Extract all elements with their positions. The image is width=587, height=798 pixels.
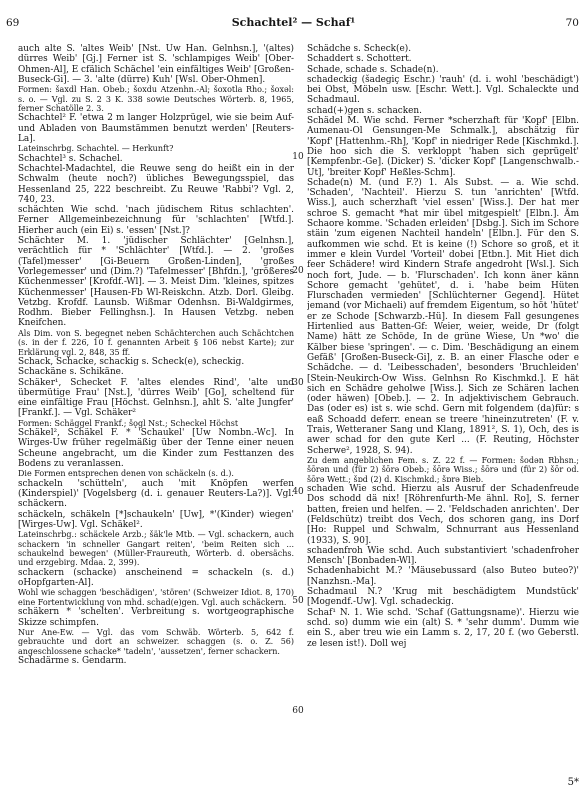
entry-schackeln: schackeln 'schütteln', auch 'mit Knöpfen werfen (Kinderspiel)' [Vogelsberg (d. i. genauer Reuters-La?)]. Vgl. schäckern.	[18, 478, 294, 510]
line-number: 50	[292, 596, 304, 606]
note-formen-schachtel1: Formen: šaxdl Han. Obeb.; šoxdu Atzenhn.-Al; šoxotla Rho.; šoxəl: s. o. — Vgl. zu S. 2 3 K. 338 sowie Deutsches Wörterb. 8, 1965, ferner Schatölle 2. 3.	[18, 85, 294, 113]
entry-schackaene: Schackäne s. Schikäne.	[18, 367, 124, 378]
entry-schaeckeln: schäckeln, schäkeln [*]schaukeln' [Uw], *'(Kinder) wiegen' [Wirges-Uw]. Vgl. Schäkel².	[18, 509, 294, 530]
entry-schadmaul: Schadmaul N.? 'Krug mit beschädigtem Mundstück' [Mogendf.-Uw]. Vgl. schadeckig.	[307, 587, 579, 608]
note-lateinschrbg-schaeckeln: Lateinschrbg.: schäckele Arzb.; šäk'le Mtb. — Vgl. schackern, auch schackern 'in schneller Gangart reiten', 'beim Reiten sich ... schaukelnd bewegen' (Müller-Fraureuth, Wörterb. d. obersächs. und erzgebirg. Mdaa. 2, 399).	[18, 530, 294, 568]
entry-schaden-verb: schaden Wie schd. Hierzu als Ausruf der Schadenfreude Dos schodd dä nix! [Röhrenfurth-Me ähnl. Ro], S. ferner batten, freien und helfen. — 2. 'Feldschaden anrichten'. Der (Feldschütz) treibt dos Vech, dos schoren gang, ins Dorf [Ho: Ruppel und Schwalm, Schnurrant aus Hessenland (1933), S. 90].	[307, 484, 579, 546]
note-formen-schaden: Zu dem angeblichen Fem. s. Z. 22 f. — Formen: šodən Rbhsn.; šōrən und (für 2) šōrə Obeb.; šōrə Wiss.; šōrə und (für 2) šōr od. šōrə Wett.; šɒd (2) d. Kischmkd.; šɒrə Bieb.	[307, 455, 579, 484]
line-number: 30	[292, 378, 304, 388]
left-column	[18, 44, 294, 792]
right-column	[307, 44, 579, 792]
entry-schackern: schackern (schacke) anscheinend = schackeln (s. d.) oHopfgarten-Al].	[18, 567, 294, 589]
entry-schaden-noun: Schade(n) M. (und F.?) 1. Als Subst. — a. Wie schd. 'Schaden', 'Nachteil'. Hierzu S. tun 'anrichten' [Wtfd. Wiss.], auch scherzhaft 'viel essen' [Wiss.]. Der hat mer schroe S. gemacht *hat mir übel mitgespielt' [Elbn.]. Äm Schaore komme. 'Schaden erleiden' [Dsbg.]. Sich im Schore stäin 'zum eigenen Nachteil handeln' [Elbn.]. Für den S. aufkommen wie schd. Et is keine (!) Schore so groß, et it immer e klein Vurdel 'Vorteil' dobei [Etbn.]. Mit Hiet dich feer Schädere! wird Kindern Strafe angedroht [Wsl.]. Sich noch fort, Jude. — b. 'Flurschaden'. Ich konn äner känn Schore gemacht 'gehütet', d. i. 'habe beim Hüten Flurschaden vermieden' [Schlüchterner Gegend]. Hütet jemand (vor Michaeli) auf fremdem Eigentum, so höt 'hütet' er ze Schode [Schwarzb.-Hü]. In diesem Fall gesungenes Hirtenlied aus Batten-Gf: Weier, weier, weide, Dr (folgt Name) hätt ze Schöde, In de grüne Wiese, Un *wo' die Kälber biese 'springen'. — c. Dim. 'Beschädigung an einem Gefäß' [Großen-Buseck-Gi], z. B. an einer Flasche oder e Schädche. — d. 'Leibesschaden', besonders 'Bruchleiden' [Stein-Neukirch-Ow Wiss. Gelnhsn Ro Kischmkd.]. E hät sich en Schädre geholwe [Wiss.]. Sich ze Schären lachen (oder häwen) [Obeb.]. — 2. In adjektivischem Gebrauch. Das (oder es) ist s. wie schd. Gern mit folgendem (da)für: s eaß Schoadd deferr. enean se treere 'hineinzutreten' (F. v. Trais, Wetteraner Sang und Klang, 1891², S. 1), Och, des is awer schad for den gute Kerl ... (F. Reuting, Höchster Scherwe², 1928, S. 94).	[307, 177, 579, 456]
note-schaggen: Wohl wie schaggen 'beschädigen', 'stören' (Schweizer Idiot. 8, 170) eine Fortentwicklung von mhd. schad(e)gen. Vgl. auch schäckern.	[18, 588, 294, 607]
note-ane-ew: Nur Ane-Ew. — Vgl. das vom Schwäb. Wörterb. 5, 642 f. gebrauchte und dort an schweizer. schaggen (s. o. Z. 56) angeschlossene schacke* 'tadeln', 'aussetzen', ferner schackern.	[18, 627, 294, 656]
page-number-right: 70	[565, 17, 579, 29]
entry-schaechter: Schächter M. 1. 'jüdischer Schlächter' [Gelnhsn.], verächtlich für * 'Schlächter' [Wtfd.]. — 2. 'großes (Tafel)messer' [Gi-Beuern Großen-Linden], 'großes Vorlegemesser' und (Dim.?) 'Tafelmesser' [Bhfdn.], 'größeres Küchenmesser' [Krofdf.-Wl]. — 3. Meist Dim. 'kleines, spitzes Küchenmesser' [Hausen-Fb Wl-Reiskchn. Atzb. Dorl. Gleibg. Vetzbg. Krofdf. Launsb. Wißmar Odenhsn. Bi-Waldgirmes, Rodhm. Bieber Fellinghsn.]. In Hausen Vetzbg. neben Kneifchen.	[18, 236, 294, 329]
note-lateinschrbg-schachtel: Lateinschrbg. Schachtel. — Herkunft?	[18, 144, 174, 154]
line-number: 60	[292, 706, 304, 716]
entry-schadenhabicht: Schadenhabicht M.? 'Mäusebussard (also Buteo buteo?)' [Nanzhsn.-Ma].	[307, 566, 579, 587]
entry-schachtel-madachtel: Schachtel-Madachtel, die Reuwe seng do heißt ein in der Schwalm (heute noch?) übliches Bewegungsspiel, das Hessenland 25, 222 beschreibt. Zu Reuwe 'Rabbi'? Vgl. 2, 740, 23.	[18, 164, 294, 205]
entry-schaedel: Schädel M. Wie schd. Ferner *scherzhaft für 'Kopf' [Elbn. Aumenau-Ol Gensungen-Me Schmalk.], abschätzig für 'Kopf' [Hattenhm.-Rh], 'Kopf' in niedriger Rede [Kischmkd.]. Die hoo sich die S. verkloppt 'haben sich geprügelt' [Kempfenbr.-Ge]. (Dicker) S. 'dicker Kopf' [Langenschwalb.-Ut], 'breiter Kopf' Heßles-Schm].	[307, 116, 579, 178]
entry-schack: Schack, Schacke, schackig s. Scheck(e), scheckig.	[18, 356, 245, 367]
entry-schaechten: schächten Wie schd. 'nach jüdischem Ritus schlachten'. Ferner Allgemeinbezeichnung für 'schlachten' [Wtfd.]. Hierher auch (ein Ei) s. 'essen' [Nst.]?	[18, 205, 294, 236]
entry-schadenfroh: schadenfroh Wie schd. Auch substantiviert 'schadenfroher Mensch' [Bonbaden-Wl].	[307, 545, 579, 567]
entry-schadgen: schad(+)gen s. schacken.	[307, 105, 422, 116]
entry-schaf1: Schaf¹ N. 1. Wie schd. 'Schaf (Gattungsname)'. Hierzu wie schd. so) dumm wie ein (alt) S. * 'sehr dumm'. Dumm wie ein S., aber treu wie ein Lamm s. 2, 17, 20 f. (wo Geberstl. ze lesen ist!). Doll wej	[307, 607, 579, 649]
entry-schadeckig: schadeckig (šadegiç Eschr.) 'rauh' (d. i. wohl 'beschädigt') bei Obst, Möbeln usw. [Eschr. Wett.]. Vgl. Schaleckte und Schadmaul.	[307, 74, 579, 106]
entry-schade: Schade, schade s. Schade(n).	[307, 64, 439, 75]
entry-schaekern: schäkern * 'schelten'. Verbreitung s. wortgeographische Skizze schimpfen.	[18, 607, 294, 628]
note-formen-schaeker1: Formen: Schäggel Frankf.; šǫgl Nst.; Scheckel Höchst	[18, 418, 239, 428]
entry-schachtel2: Schachtel² F. 'etwa 2 m langer Holzprügel, wie sie beim Auf- und Abladen von Baumstämmen benutzt werden' [Reuters-La].	[18, 113, 294, 144]
page-number-left: 69	[6, 17, 20, 29]
entry-schaddert: Schaddert s. Schottert.	[307, 54, 412, 65]
entry-schadaerme: Schadärme s. Gendarm.	[18, 656, 127, 667]
note-formen-schaekel2: Die Formen entsprechen denen von schäckeln (s. d.).	[18, 469, 234, 479]
entry-alte-s: auch alte S. 'altes Weib' [Nst. Uw Han. Gelnhsn.], '(altes) dürres Weib' [Gj.] Ferner ist S. 'schlampiges Weib' [Ober-Ohmen-Al], E cfälich Schächel 'ein einfältiges Weib' [Großen-Buseck-Gi]. — 3. 'alte (dürre) Kuh' [Wsl. Ober-Ohmen].	[18, 44, 294, 85]
running-head: Schachtel² — Schaf¹	[231, 16, 356, 29]
signature-mark: 5*	[567, 777, 579, 788]
line-number: 40	[292, 487, 304, 497]
note-dim-schaechter: Als Dim. von S. begegnet neben Schächterchen auch Schächtchen (s. in der f. 226, 10 f. genannten Arbeit § 106 nebst Karte); zur Erklärung vgl. 2, 848, 35 ff.	[18, 328, 294, 357]
entry-schaeker1: Schäker¹, Schecket F. 'altes elendes Rind', 'alte und übermütige Frau' [Nst.], 'dürres Weib' [Go], scheltend für eine einfältige Frau [Höchst. Gelnhsn.], ahlt S. 'alte Jungfer' [Frankf.]. — Vgl. Schäker²	[18, 377, 294, 419]
entry-schaekel2: Schäkel², Schäkel F. * 'Schaukel' [Uw Nombn.-Wc]. In Wirges-Uw früher regelmäßig über der Tenne einer neuen Scheune angebracht, um die Kinder zum Festtanzen des Bodens zu veranlassen.	[18, 428, 294, 470]
entry-schaedche: Schädche s. Scheck(e).	[307, 44, 412, 54]
entry-schachtel3: Schachtel³ s. Schachel.	[18, 153, 123, 164]
line-number: 10	[292, 152, 304, 162]
line-number: 20	[292, 266, 304, 276]
